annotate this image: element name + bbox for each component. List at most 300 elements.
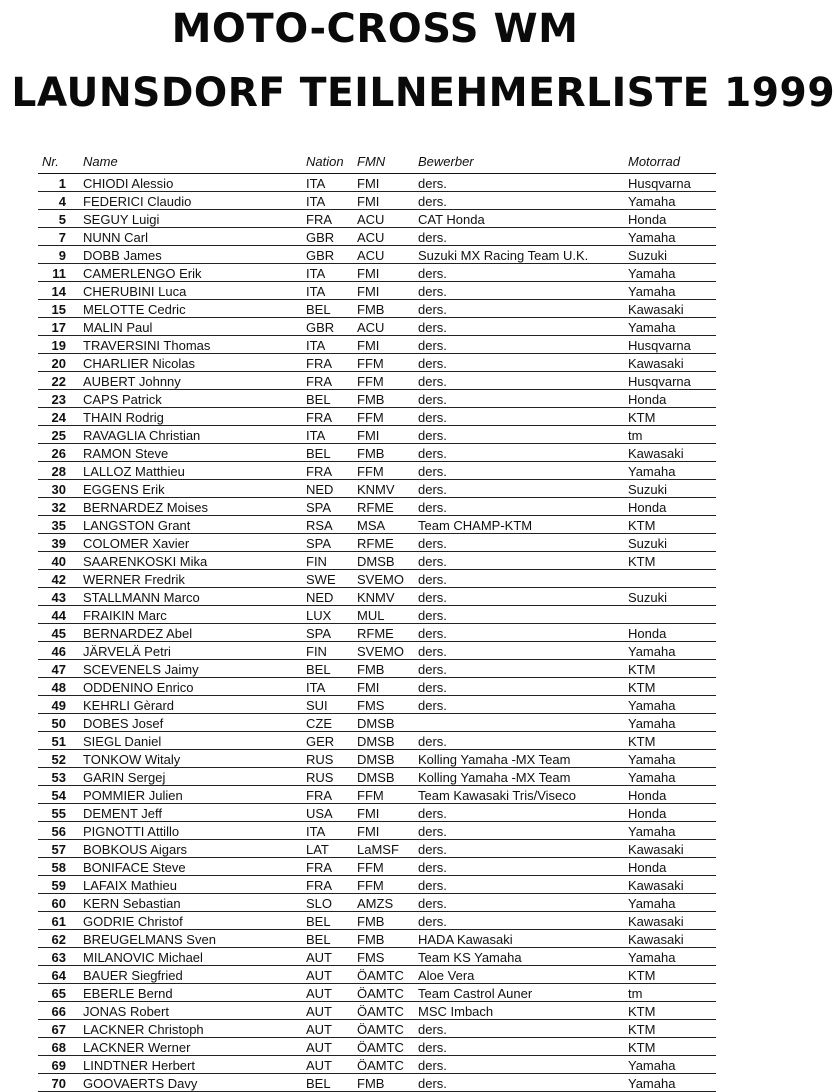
cell-fmn: FMB <box>357 1076 385 1091</box>
cell-nr: 62 <box>51 932 66 947</box>
cell-nation: FIN <box>306 554 327 569</box>
cell-bewerber: ders. <box>418 356 447 371</box>
cell-nr: 17 <box>51 320 66 335</box>
cell-nr: 26 <box>51 446 66 461</box>
cell-fmn: FFM <box>357 464 384 479</box>
table-row <box>38 516 716 534</box>
cell-name: EGGENS Erik <box>83 482 165 497</box>
cell-motorrad: KTM <box>628 968 656 983</box>
cell-nation: AUT <box>306 968 332 983</box>
table-row <box>38 534 716 552</box>
cell-motorrad: Honda <box>628 806 667 821</box>
table-row <box>38 498 716 516</box>
cell-nr: 56 <box>51 824 66 839</box>
cell-bewerber: ders. <box>418 662 447 677</box>
table-row <box>38 966 716 984</box>
cell-name: CAPS Patrick <box>83 392 162 407</box>
cell-fmn: MUL <box>357 608 385 623</box>
cell-motorrad: KTM <box>628 410 656 425</box>
cell-name: DOBB James <box>83 248 162 263</box>
cell-bewerber: Kolling Yamaha -MX Team <box>418 752 571 767</box>
cell-bewerber: ders. <box>418 554 447 569</box>
cell-nr: 15 <box>51 302 66 317</box>
cell-nr: 20 <box>51 356 66 371</box>
cell-motorrad: Yamaha <box>628 266 676 281</box>
cell-bewerber: Team Kawasaki Tris/Viseco <box>418 788 576 803</box>
cell-name: DOBES Josef <box>83 716 164 731</box>
cell-motorrad: KTM <box>628 1040 656 1055</box>
table-row <box>38 174 716 192</box>
cell-nation: ITA <box>306 428 326 443</box>
cell-name: KERN Sebastian <box>83 896 181 911</box>
cell-nr: 63 <box>51 950 66 965</box>
cell-bewerber: ders. <box>418 464 447 479</box>
cell-nr: 22 <box>51 374 66 389</box>
table-row <box>38 210 716 228</box>
cell-nation: SPA <box>306 500 332 515</box>
cell-motorrad: Suzuki <box>628 248 668 263</box>
cell-nr: 28 <box>51 464 66 479</box>
cell-bewerber: ders. <box>418 824 447 839</box>
cell-nr: 52 <box>51 752 66 767</box>
table-row <box>38 228 716 246</box>
cell-nation: AUT <box>306 950 332 965</box>
cell-motorrad: Yamaha <box>628 770 676 785</box>
cell-bewerber: ders. <box>418 320 447 335</box>
cell-bewerber: ders. <box>418 176 447 191</box>
cell-motorrad: Honda <box>628 500 667 515</box>
cell-nation: ITA <box>306 824 326 839</box>
cell-nr: 43 <box>51 590 66 605</box>
cell-motorrad: Yamaha <box>628 230 676 245</box>
cell-nation: ITA <box>306 284 326 299</box>
cell-nation: BEL <box>306 302 331 317</box>
cell-motorrad: Yamaha <box>628 194 676 209</box>
cell-fmn: ACU <box>357 230 385 245</box>
cell-nation: BEL <box>306 446 331 461</box>
cell-name: LAFAIX Mathieu <box>83 878 177 893</box>
cell-fmn: FMB <box>357 932 385 947</box>
cell-motorrad: Husqvarna <box>628 176 691 191</box>
header-nation: Nation <box>306 154 344 169</box>
cell-motorrad: Yamaha <box>628 644 676 659</box>
cell-motorrad: Yamaha <box>628 716 676 731</box>
cell-motorrad: Suzuki <box>628 536 668 551</box>
cell-motorrad: Suzuki <box>628 482 668 497</box>
cell-name: CHIODI Alessio <box>83 176 174 191</box>
cell-bewerber: MSC Imbach <box>418 1004 494 1019</box>
cell-fmn: SVEMO <box>357 644 404 659</box>
table-row <box>38 624 716 642</box>
cell-motorrad: tm <box>628 428 643 443</box>
header-motorrad: Motorrad <box>628 154 681 169</box>
cell-name: LACKNER Werner <box>83 1040 191 1055</box>
cell-motorrad: Kawasaki <box>628 842 684 857</box>
cell-nr: 51 <box>51 734 66 749</box>
cell-name: BAUER Siegfried <box>83 968 183 983</box>
table-row <box>38 192 716 210</box>
cell-bewerber: ders. <box>418 374 447 389</box>
cell-fmn: ÖAMTC <box>357 986 404 1001</box>
cell-nation: LAT <box>306 842 329 857</box>
cell-fmn: RFME <box>357 626 394 641</box>
cell-nr: 32 <box>51 500 66 515</box>
cell-nr: 49 <box>51 698 66 713</box>
cell-motorrad: Honda <box>628 626 667 641</box>
cell-motorrad: Yamaha <box>628 284 676 299</box>
document-title: MOTO-CROSS WM <box>171 6 579 52</box>
table-row <box>38 1020 716 1038</box>
cell-name: FRAIKIN Marc <box>83 608 167 623</box>
table-row <box>38 858 716 876</box>
cell-bewerber: ders. <box>418 230 447 245</box>
table-row <box>38 246 716 264</box>
cell-nr: 19 <box>51 338 66 353</box>
cell-fmn: ACU <box>357 212 385 227</box>
cell-nation: SLO <box>306 896 333 911</box>
cell-fmn: FFM <box>357 788 384 803</box>
cell-nation: ITA <box>306 266 326 281</box>
table-row <box>38 696 716 714</box>
cell-nr: 53 <box>51 770 66 785</box>
cell-motorrad: Kawasaki <box>628 302 684 317</box>
cell-nation: SUI <box>306 698 328 713</box>
cell-nation: GER <box>306 734 335 749</box>
cell-name: LALLOZ Matthieu <box>83 464 185 479</box>
cell-motorrad: Honda <box>628 212 667 227</box>
cell-bewerber: Team KS Yamaha <box>418 950 522 965</box>
table-row <box>38 714 716 732</box>
cell-bewerber: ders. <box>418 536 447 551</box>
cell-name: LACKNER Christoph <box>83 1022 204 1037</box>
cell-motorrad: Yamaha <box>628 698 676 713</box>
cell-bewerber: ders. <box>418 626 447 641</box>
cell-motorrad: Honda <box>628 392 667 407</box>
cell-bewerber: ders. <box>418 410 447 425</box>
cell-name: BONIFACE Steve <box>83 860 186 875</box>
cell-name: CHARLIER Nicolas <box>83 356 195 371</box>
table-row <box>38 876 716 894</box>
table-row <box>38 1056 716 1074</box>
cell-name: RAVAGLIA Christian <box>83 428 201 443</box>
cell-nr: 45 <box>51 626 66 641</box>
cell-fmn: MSA <box>357 518 386 533</box>
table-row <box>38 570 716 588</box>
table-row <box>38 336 716 354</box>
cell-nation: FRA <box>306 212 332 227</box>
cell-fmn: FMI <box>357 824 380 839</box>
cell-nation: FRA <box>306 374 332 389</box>
table-row <box>38 984 716 1002</box>
cell-nr: 39 <box>51 536 66 551</box>
cell-motorrad: Yamaha <box>628 1058 676 1073</box>
cell-nation: FRA <box>306 878 332 893</box>
cell-name: TONKOW Witaly <box>83 752 181 767</box>
cell-name: LINDTNER Herbert <box>83 1058 195 1073</box>
cell-fmn: DMSB <box>357 554 395 569</box>
cell-motorrad: Kawasaki <box>628 446 684 461</box>
table-row <box>38 552 716 570</box>
cell-nr: 11 <box>52 266 66 281</box>
cell-fmn: LaMSF <box>357 842 399 857</box>
table-row <box>38 948 716 966</box>
cell-name: DEMENT Jeff <box>83 806 162 821</box>
cell-name: MILANOVIC Michael <box>83 950 203 965</box>
table-row <box>38 1002 716 1020</box>
cell-motorrad: KTM <box>628 554 656 569</box>
cell-bewerber: ders. <box>418 680 447 695</box>
cell-name: MALIN Paul <box>83 320 153 335</box>
cell-motorrad: tm <box>628 986 643 1001</box>
cell-name: ODDENINO Enrico <box>83 680 194 695</box>
cell-nr: 70 <box>51 1076 66 1091</box>
table-row <box>38 588 716 606</box>
cell-bewerber: Kolling Yamaha -MX Team <box>418 770 571 785</box>
cell-fmn: FMB <box>357 662 385 677</box>
cell-motorrad: Yamaha <box>628 320 676 335</box>
cell-nr: 7 <box>58 230 66 245</box>
cell-nr: 64 <box>51 968 66 983</box>
cell-name: WERNER Fredrik <box>83 572 185 587</box>
cell-motorrad: Kawasaki <box>628 932 684 947</box>
cell-bewerber: ders. <box>418 572 447 587</box>
cell-nr: 40 <box>51 554 66 569</box>
table-row <box>38 282 716 300</box>
cell-bewerber: ders. <box>418 338 447 353</box>
table-row <box>38 1038 716 1056</box>
cell-nation: ITA <box>306 680 326 695</box>
cell-nr: 23 <box>51 392 66 407</box>
cell-motorrad: Yamaha <box>628 752 676 767</box>
cell-nation: AUT <box>306 1058 332 1073</box>
cell-nr: 66 <box>51 1004 66 1019</box>
cell-name: THAIN Rodrig <box>83 410 164 425</box>
cell-nation: SPA <box>306 626 332 641</box>
table-row <box>38 804 716 822</box>
table-row <box>38 822 716 840</box>
cell-nation: FRA <box>306 788 332 803</box>
cell-motorrad: Yamaha <box>628 824 676 839</box>
cell-nation: GBR <box>306 320 335 335</box>
table-row <box>38 372 716 390</box>
cell-nr: 60 <box>51 896 66 911</box>
cell-fmn: FMI <box>357 284 380 299</box>
cell-fmn: ÖAMTC <box>357 1004 404 1019</box>
cell-fmn: FMS <box>357 950 385 965</box>
cell-name: SEGUY Luigi <box>83 212 160 227</box>
cell-bewerber: ders. <box>418 1040 447 1055</box>
cell-bewerber: Team Castrol Auner <box>418 986 533 1001</box>
cell-nation: ITA <box>306 338 326 353</box>
cell-bewerber: ders. <box>418 482 447 497</box>
cell-name: CHERUBINI Luca <box>83 284 187 299</box>
cell-fmn: KNMV <box>357 482 395 497</box>
cell-nation: ITA <box>306 176 326 191</box>
cell-fmn: FMB <box>357 392 385 407</box>
table-row <box>38 354 716 372</box>
cell-name: COLOMER Xavier <box>83 536 190 551</box>
cell-nation: SWE <box>306 572 336 587</box>
table-row <box>38 768 716 786</box>
cell-fmn: FFM <box>357 860 384 875</box>
cell-fmn: ACU <box>357 320 385 335</box>
cell-fmn: FMI <box>357 194 380 209</box>
table-row <box>38 426 716 444</box>
cell-fmn: ÖAMTC <box>357 1058 404 1073</box>
cell-name: EBERLE Bernd <box>83 986 173 1001</box>
cell-bewerber: ders. <box>418 302 447 317</box>
cell-fmn: RFME <box>357 500 394 515</box>
cell-fmn: DMSB <box>357 734 395 749</box>
header-fmn: FMN <box>357 154 386 169</box>
cell-fmn: FFM <box>357 374 384 389</box>
cell-nation: FRA <box>306 410 332 425</box>
cell-motorrad: Husqvarna <box>628 374 691 389</box>
cell-nation: LUX <box>306 608 332 623</box>
cell-fmn: ÖAMTC <box>357 1022 404 1037</box>
cell-name: SAARENKOSKI Mika <box>83 554 208 569</box>
table-row <box>38 894 716 912</box>
cell-nation: RSA <box>306 518 333 533</box>
header-name: Name <box>83 154 118 169</box>
cell-name: FEDERICI Claudio <box>83 194 192 209</box>
cell-fmn: DMSB <box>357 752 395 767</box>
cell-bewerber: ders. <box>418 608 447 623</box>
cell-fmn: FMI <box>357 176 380 191</box>
cell-bewerber: ders. <box>418 428 447 443</box>
cell-nation: GBR <box>306 230 335 245</box>
cell-bewerber: Aloe Vera <box>418 968 475 983</box>
cell-nr: 30 <box>51 482 66 497</box>
cell-nr: 47 <box>51 662 66 677</box>
cell-nation: BEL <box>306 662 331 677</box>
cell-bewerber: ders. <box>418 1058 447 1073</box>
participant-table <box>0 174 750 1092</box>
cell-nr: 44 <box>51 608 66 623</box>
cell-motorrad: KTM <box>628 680 656 695</box>
cell-nation: RUS <box>306 770 334 785</box>
cell-motorrad: Yamaha <box>628 896 676 911</box>
cell-motorrad: KTM <box>628 1022 656 1037</box>
table-row <box>38 1074 716 1092</box>
cell-name: STALLMANN Marco <box>83 590 200 605</box>
cell-fmn: FMI <box>357 806 380 821</box>
cell-nr: 5 <box>58 212 66 227</box>
cell-nr: 35 <box>51 518 66 533</box>
cell-nr: 68 <box>51 1040 66 1055</box>
cell-motorrad: Yamaha <box>628 950 676 965</box>
cell-bewerber: ders. <box>418 896 447 911</box>
cell-name: CAMERLENGO Erik <box>83 266 202 281</box>
cell-motorrad: Kawasaki <box>628 878 684 893</box>
cell-motorrad: Suzuki <box>628 590 668 605</box>
cell-fmn: ÖAMTC <box>357 968 404 983</box>
cell-nr: 55 <box>51 806 66 821</box>
cell-bewerber: ders. <box>418 392 447 407</box>
cell-bewerber: ders. <box>418 806 447 821</box>
cell-fmn: RFME <box>357 536 394 551</box>
cell-fmn: ÖAMTC <box>357 1040 404 1055</box>
table-row <box>38 444 716 462</box>
cell-motorrad: Honda <box>628 860 667 875</box>
cell-nr: 9 <box>58 248 66 263</box>
cell-name: JÄRVELÄ Petri <box>83 644 171 659</box>
cell-nation: BEL <box>306 1076 331 1091</box>
cell-fmn: SVEMO <box>357 572 404 587</box>
cell-fmn: FMI <box>357 266 380 281</box>
cell-nr: 48 <box>51 680 66 695</box>
cell-fmn: FFM <box>357 356 384 371</box>
cell-motorrad: Yamaha <box>628 464 676 479</box>
cell-nr: 25 <box>51 428 66 443</box>
cell-name: BOBKOUS Aigars <box>83 842 188 857</box>
cell-nr: 65 <box>51 986 66 1001</box>
cell-fmn: FFM <box>357 410 384 425</box>
cell-name: SIEGL Daniel <box>83 734 162 749</box>
table-row <box>38 318 716 336</box>
cell-nr: 46 <box>51 644 66 659</box>
cell-bewerber: ders. <box>418 860 447 875</box>
table-row <box>38 462 716 480</box>
table-row <box>38 678 716 696</box>
cell-bewerber: HADA Kawasaki <box>418 932 513 947</box>
cell-bewerber: ders. <box>418 266 447 281</box>
cell-name: AUBERT Johnny <box>83 374 181 389</box>
cell-name: LANGSTON Grant <box>83 518 191 533</box>
cell-name: BREUGELMANS Sven <box>83 932 216 947</box>
cell-nr: 61 <box>51 914 66 929</box>
cell-bewerber: ders. <box>418 878 447 893</box>
cell-nation: FIN <box>306 644 327 659</box>
cell-fmn: FMB <box>357 446 385 461</box>
cell-name: SCEVENELS Jaimy <box>83 662 199 677</box>
cell-motorrad: Kawasaki <box>628 914 684 929</box>
cell-nr: 14 <box>51 284 66 299</box>
cell-fmn: DMSB <box>357 770 395 785</box>
cell-nr: 50 <box>51 716 66 731</box>
cell-nation: GBR <box>306 248 335 263</box>
cell-name: TRAVERSINI Thomas <box>83 338 211 353</box>
cell-nation: SPA <box>306 536 332 551</box>
cell-fmn: AMZS <box>357 896 394 911</box>
cell-name: GOOVAERTS Davy <box>83 1076 198 1091</box>
cell-motorrad: Kawasaki <box>628 356 684 371</box>
table-row <box>38 930 716 948</box>
cell-nation: BEL <box>306 392 331 407</box>
cell-nr: 59 <box>51 878 66 893</box>
cell-nation: AUT <box>306 986 332 1001</box>
cell-bewerber: ders. <box>418 500 447 515</box>
cell-bewerber: ders. <box>418 734 447 749</box>
cell-bewerber: ders. <box>418 644 447 659</box>
cell-name: POMMIER Julien <box>83 788 183 803</box>
cell-fmn: FMB <box>357 914 385 929</box>
cell-nation: BEL <box>306 914 331 929</box>
cell-fmn: DMSB <box>357 716 395 731</box>
table-row <box>38 390 716 408</box>
cell-bewerber: ders. <box>418 1076 447 1091</box>
cell-fmn: ACU <box>357 248 385 263</box>
header-bewerber: Bewerber <box>418 154 474 169</box>
cell-nation: AUT <box>306 1022 332 1037</box>
cell-name: MELOTTE Cedric <box>83 302 186 317</box>
table-row <box>38 606 716 624</box>
cell-name: GODRIE Christof <box>83 914 183 929</box>
cell-nation: NED <box>306 482 334 497</box>
cell-fmn: KNMV <box>357 590 395 605</box>
cell-name: NUNN Carl <box>83 230 148 245</box>
table-row <box>38 300 716 318</box>
